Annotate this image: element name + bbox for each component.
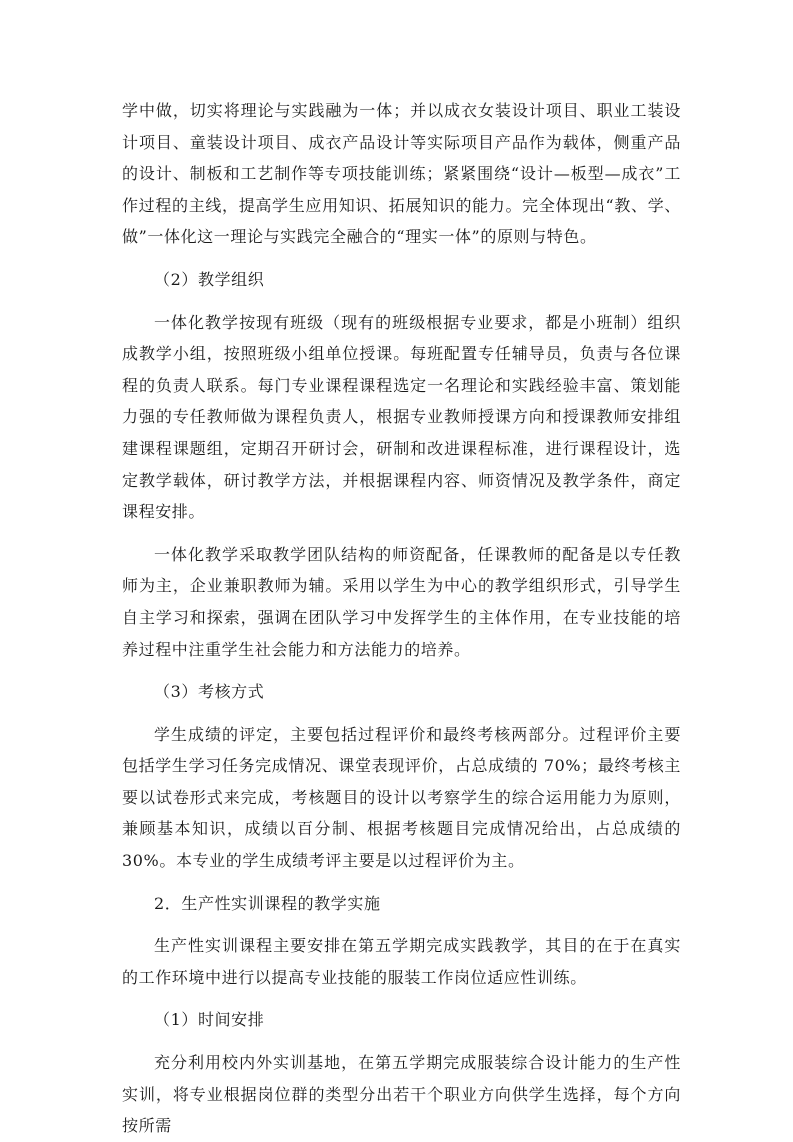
- paragraph-time-arrangement: 充分利用校内外实训基地，在第五学期完成服装综合设计能力的生产性实训，将专业根据岗位群的类型分出若干个职业方向供学生选择，每个方向按所需: [122, 1053, 681, 1136]
- heading-assessment-method: （3）考核方式: [154, 682, 265, 702]
- paragraph-organization-1: 一体化教学按现有班级（现有的班级根据专业要求，都是小班制）组织成教学小组，按照班级小组单位授课。每班配置专任辅导员，负责与各位课程的负责人联系。每门专业课程课程选定一名理论和实践经验丰富、策划能力强的专任教师做为课程负责人，根据专业教师授课方向和授课教师安排组建课程课题组，定期召开研讨会，研制和改进课程标准，进行课程设计，选定教学载体，研讨教学方法，并根据课程内容、师资情况及教学条件，商定课程安排。: [122, 312, 681, 522]
- paragraph-organization-2: 一体化教学采取教学团队结构的师资配备，任课教师的配备是以专任教师为主，企业兼职教师为辅。采用以学生为中心的教学组织形式，引导学生自主学习和探索，强调在团队学习中发挥学生的主体作用，在专业技能的培养过程中注重学生社会能力和方法能力的培养。: [122, 544, 681, 659]
- paragraph-intro-continued: 学中做，切实将理论与实践融为一体；并以成衣女装设计项目、职业工装设计项目、童装设计项目、成衣产品设计等实际项目产品作为载体，侧重产品的设计、制板和工艺制作等专项技能训练；紧紧围绕“设计—板型—成衣”工作过程的主线，提高学生应用知识、拓展知识的能力。完全体现出“教、学、做”一体化这一理论与实践完全融合的“理实一体”的原则与特色。: [122, 101, 681, 247]
- heading-time-arrangement: （1）时间安排: [154, 1010, 265, 1030]
- heading-teaching-organization: （2）教学组织: [154, 269, 265, 289]
- paragraph-productive-training: 生产性实训课程主要安排在第五学期完成实践教学，其目的在于在真实的工作环境中进行以提高专业技能的服装工作岗位适应性训练。: [122, 936, 681, 987]
- paragraph-assessment: 学生成绩的评定，主要包括过程评价和最终考核两部分。过程评价主要包括学生学习任务完成情况、课堂表现评价，占总成绩的 70%；最终考核主要以试卷形式来完成，考核题目的设计以考察学生的综合运用能力为原则，兼顾基本知识，成绩以百分制、根据考核题目完成情况给出，占总成绩的 30%。本专业的学生成绩考评主要是以过程评价为主。: [122, 724, 681, 871]
- heading-productive-training: 2．生产性实训课程的教学实施: [154, 893, 381, 913]
